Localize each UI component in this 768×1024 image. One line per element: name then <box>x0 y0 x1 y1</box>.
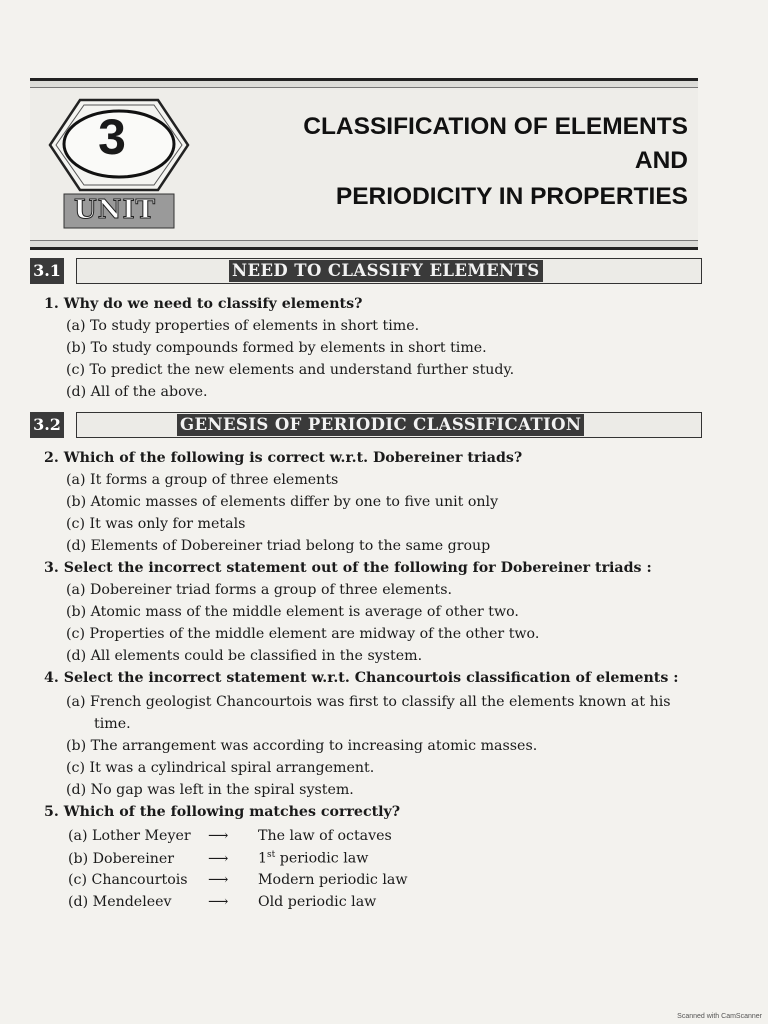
q4-option-a: (a) French geologist Chancourtois was first to classify all the elements known at his <box>66 694 671 710</box>
q2-option-c: (c) It was only for metals <box>66 516 246 532</box>
chapter-title-line-2: AND <box>634 147 688 174</box>
q4-option-c: (c) It was a cylindrical spiral arrangement. <box>66 760 375 776</box>
arrow-icon: ⟶ <box>208 894 229 910</box>
q1-option-a: (a) To study properties of elements in short time. <box>66 318 420 334</box>
question-2: 2. Which of the following is correct w.r.t. Dobereiner triads? <box>44 450 523 466</box>
q3-option-d: (d) All elements could be classified in the system. <box>66 648 423 664</box>
q2-option-a: (a) It forms a group of three elements <box>66 472 339 488</box>
match-right: The law of octaves <box>258 828 392 844</box>
q5-option-a <box>68 828 392 844</box>
scan-watermark: Scanned with CamScanner <box>677 1013 762 1020</box>
q3-option-c: (c) Properties of the middle element are midway of the other two. <box>66 626 540 642</box>
q1-option-d: (d) All of the above. <box>66 384 208 400</box>
q2-option-d: (d) Elements of Dobereiner triad belong to the same group <box>66 538 491 554</box>
q1-option-b: (b) To study compounds formed by elements in short time. <box>66 340 487 356</box>
section-bar <box>76 258 702 284</box>
q4-option-a-continued: time. <box>94 716 131 732</box>
match-left: (a) Lother Meyer <box>68 828 191 844</box>
q4-option-b: (b) The arrangement was according to increasing atomic masses. <box>66 738 538 754</box>
match-left: (d) Mendeleev <box>68 894 172 910</box>
section-number: 3.2 <box>30 412 64 438</box>
section-header-3-1 <box>30 258 702 284</box>
q3-option-b: (b) Atomic mass of the middle element is average of other two. <box>66 604 519 620</box>
section-title: GENESIS OF PERIODIC CLASSIFICATION <box>177 414 584 436</box>
question-4: 4. Select the incorrect statement w.r.t. Chancourtois classification of elements : <box>44 670 679 686</box>
question-3: 3. Select the incorrect statement out of the following for Dobereiner triads : <box>44 560 652 576</box>
unit-label: UNIT <box>74 195 156 225</box>
arrow-icon: ⟶ <box>208 828 229 844</box>
match-left: (b) Dobereiner <box>68 850 175 867</box>
chapter-title-line-3: PERIODICITY IN PROPERTIES <box>335 183 688 210</box>
arrow-icon: ⟶ <box>208 850 229 867</box>
q5-option-b <box>68 850 368 867</box>
q5-option-c <box>68 872 408 888</box>
match-left: (c) Chancourtois <box>68 872 188 888</box>
match-right-superscript: st <box>267 850 276 860</box>
unit-number: 3 <box>98 109 126 165</box>
match-right: periodic law <box>275 850 369 867</box>
match-right: Old periodic law <box>258 894 377 910</box>
section-number: 3.1 <box>30 258 64 284</box>
question-1: 1. Why do we need to classify elements? <box>44 296 363 312</box>
chapter-title-line-1: CLASSIFICATION OF ELEMENTS <box>303 113 688 140</box>
section-bar <box>76 412 702 438</box>
chapter-title <box>303 110 688 214</box>
q1-option-c: (c) To predict the new elements and understand further study. <box>66 362 515 378</box>
match-right: Modern periodic law <box>258 872 408 888</box>
section-header-3-2 <box>30 412 702 438</box>
q2-option-b: (b) Atomic masses of elements differ by one to five unit only <box>66 494 499 510</box>
question-5: 5. Which of the following matches correctly? <box>44 804 401 820</box>
q5-option-d <box>68 894 376 910</box>
q4-option-d: (d) No gap was left in the spiral system. <box>66 782 354 798</box>
match-right-number: 1 <box>258 850 268 867</box>
section-title: NEED TO CLASSIFY ELEMENTS <box>229 260 543 282</box>
arrow-icon: ⟶ <box>208 872 229 888</box>
q3-option-a: (a) Dobereiner triad forms a group of three elements. <box>66 582 452 598</box>
